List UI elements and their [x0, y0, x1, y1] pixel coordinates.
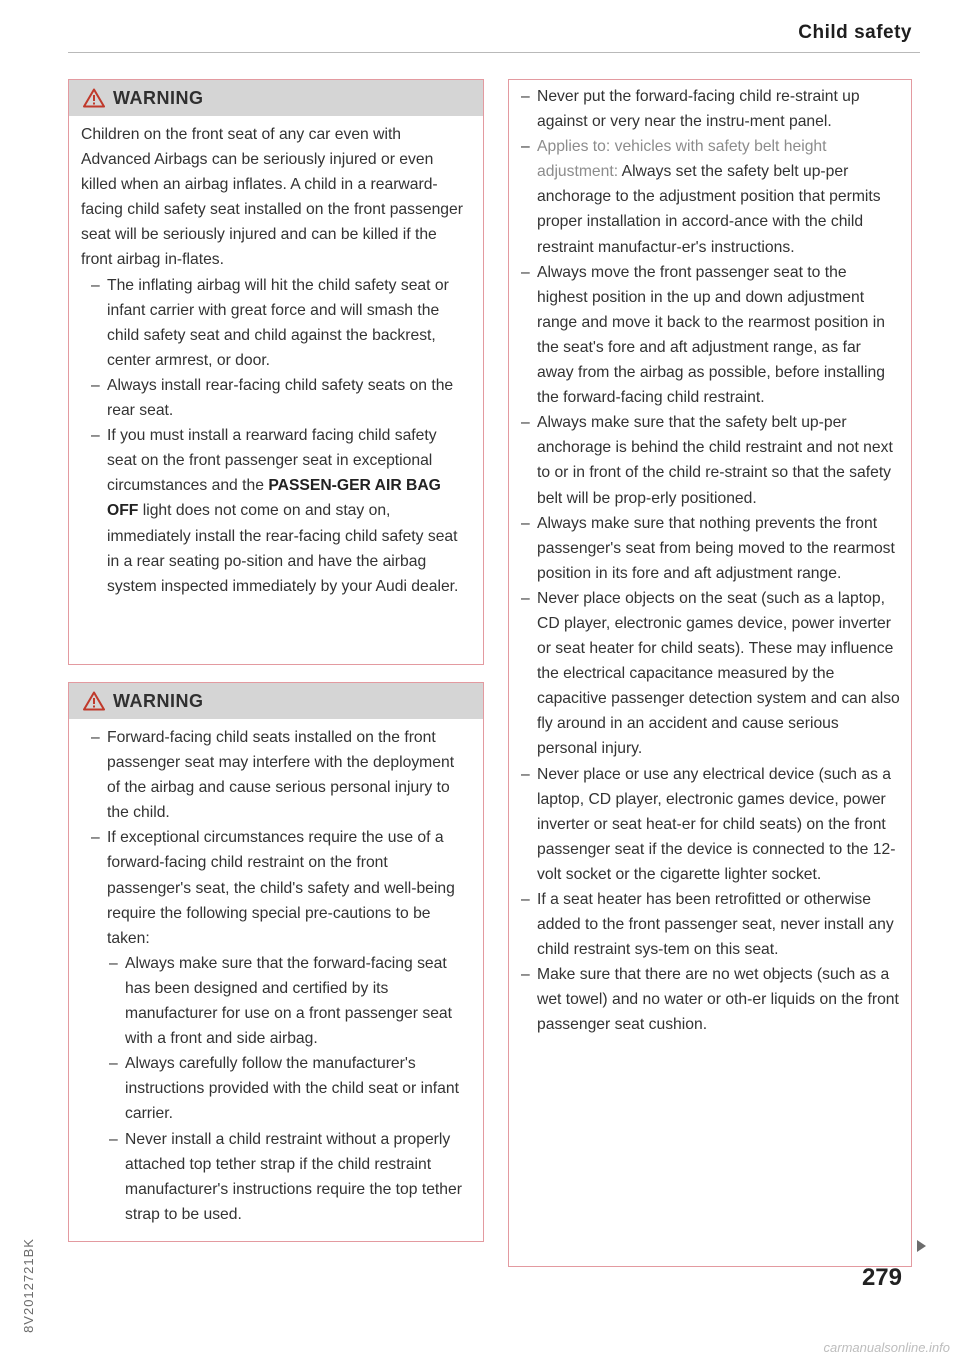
warning2-sublist-item: – Always make sure that the forward-facing seat has been designed and certified by its manufacturer for use on a front passenger seat with a front and side airbag.	[109, 954, 453, 1048]
warning-box-continued	[508, 79, 912, 1267]
warning-header-2	[69, 683, 483, 719]
warning-header-1	[69, 80, 483, 116]
continued-list-item: – Applies to: vehicles with safety belt height adjustment: Always set the safety belt up-per anchorage to the adjustment position that permits proper installation in accord-ance with the child restraint manufactur-er's instructions.	[521, 138, 881, 256]
passenger-airbag-off-label: PASSEN-GER AIR BAG OFF	[107, 477, 441, 520]
continued-list-item: – Never place or use any electrical device (such as a laptop, CD player, electronic games device, power inverter or seat heat-er for child seats) on the front passenger seat if the device is connected to the 12-volt socket or the cigarette lighter socket.	[521, 765, 896, 883]
warning1-list-item: – If you must install a rearward facing child safety seat on the front passenger seat in exceptional circumstances and the PASSEN-GER AIR BAG OFF light does not come on and stay on, immediately install the rear-facing child safety seat in a rear seating po-sition and have the airbag system inspected immediately by your Audi dealer.	[91, 427, 459, 595]
continued-list-item: – Always make sure that the safety belt up-per anchorage is behind the child restraint and not next to or in front of the child re-straint so that the safety belt will be prop-erly positioned.	[521, 414, 893, 507]
warning-box-1	[68, 79, 484, 665]
warning2-list-item: – Forward-facing child seats installed on the front passenger seat may interfere with the deployment of the airbag and cause serious personal injury to the child.	[91, 729, 455, 822]
continued-list-item: – Always move the front passenger seat to the highest position in the up and down adjustment range and move it back to the rearmost position in the seat's fore and aft adjustment range, as far away from the airbag as possible, before installing the forward-facing child restraint.	[521, 263, 885, 407]
applies-to-prefix: Applies to: vehicles with safety belt height adjustment:	[537, 138, 827, 181]
warning-triangle-icon	[83, 88, 105, 108]
warning-intro: Children on the front seat of any car even with Advanced Airbags can be seriously injured or even killed when an airbag inflates. A child in a rearward-facing child safety seat installed on the front passenger seat will be seriously injured and can be killed if the front airbag in-flates.	[81, 126, 463, 269]
continued-list-item: – Never place objects on the seat (such as a laptop, CD player, electronic games device, power inverter or seat heater for child seats). These may influence the electrical capacitance measured by the capacitive passenger detection system and can also fly around in an accident and cause serious personal injury.	[521, 589, 900, 758]
page-number: 279	[861, 1264, 902, 1291]
header-rule	[68, 52, 920, 53]
continued-list-item: – Make sure that there are no wet objects (such as a wet towel) and no water or oth-er liquids on the front passenger seat cushion.	[521, 966, 899, 1034]
warning2-sublist-item: – Never install a child restraint without a properly attached top tether strap if the child restraint manufacturer's instructions require the top tether strap to be used.	[109, 1130, 462, 1223]
section-title: Child safety	[798, 22, 912, 43]
warning-triangle-icon	[83, 691, 105, 711]
continue-arrow-icon	[917, 1240, 926, 1252]
warning1-list-item: – Always install rear-facing child safety seats on the rear seat.	[91, 376, 454, 420]
continued-list-item: – Never put the forward-facing child re-straint up against or very near the instru-ment panel.	[521, 88, 860, 131]
warning1-list-item: – The inflating airbag will hit the child safety seat or infant carrier with great force and will smash the child safety seat and child against the backrest, center armrest, or door.	[91, 276, 449, 369]
warning2-sublist-item: – Always carefully follow the manufacturer's instructions provided with the child seat or infant carrier.	[109, 1055, 459, 1123]
warning-body-2	[69, 719, 483, 1227]
warning-title-2: WARNING	[113, 690, 204, 711]
continued-list-item: – If a seat heater has been retrofitted or otherwise added to the front passenger seat, never install any child restraint sys-tem on this seat.	[521, 891, 894, 959]
warning-title-1: WARNING	[113, 87, 204, 108]
continued-body	[509, 80, 911, 1038]
warning2-list-item: – If exceptional circumstances require the use of a forward-facing child restraint on the front passenger's seat, the child's safety and well-being require the following special pre-cautions to be taken:	[91, 829, 455, 947]
warning-body-1	[69, 116, 483, 599]
watermark: carmanualsonline.info	[823, 1340, 950, 1355]
continued-list-item: – Always make sure that nothing prevents the front passenger's seat from being moved to the rearmost position in its fore and aft adjustment range.	[521, 514, 895, 582]
side-code: 8V2012721BK	[20, 1237, 36, 1333]
warning-box-2	[68, 682, 484, 1242]
